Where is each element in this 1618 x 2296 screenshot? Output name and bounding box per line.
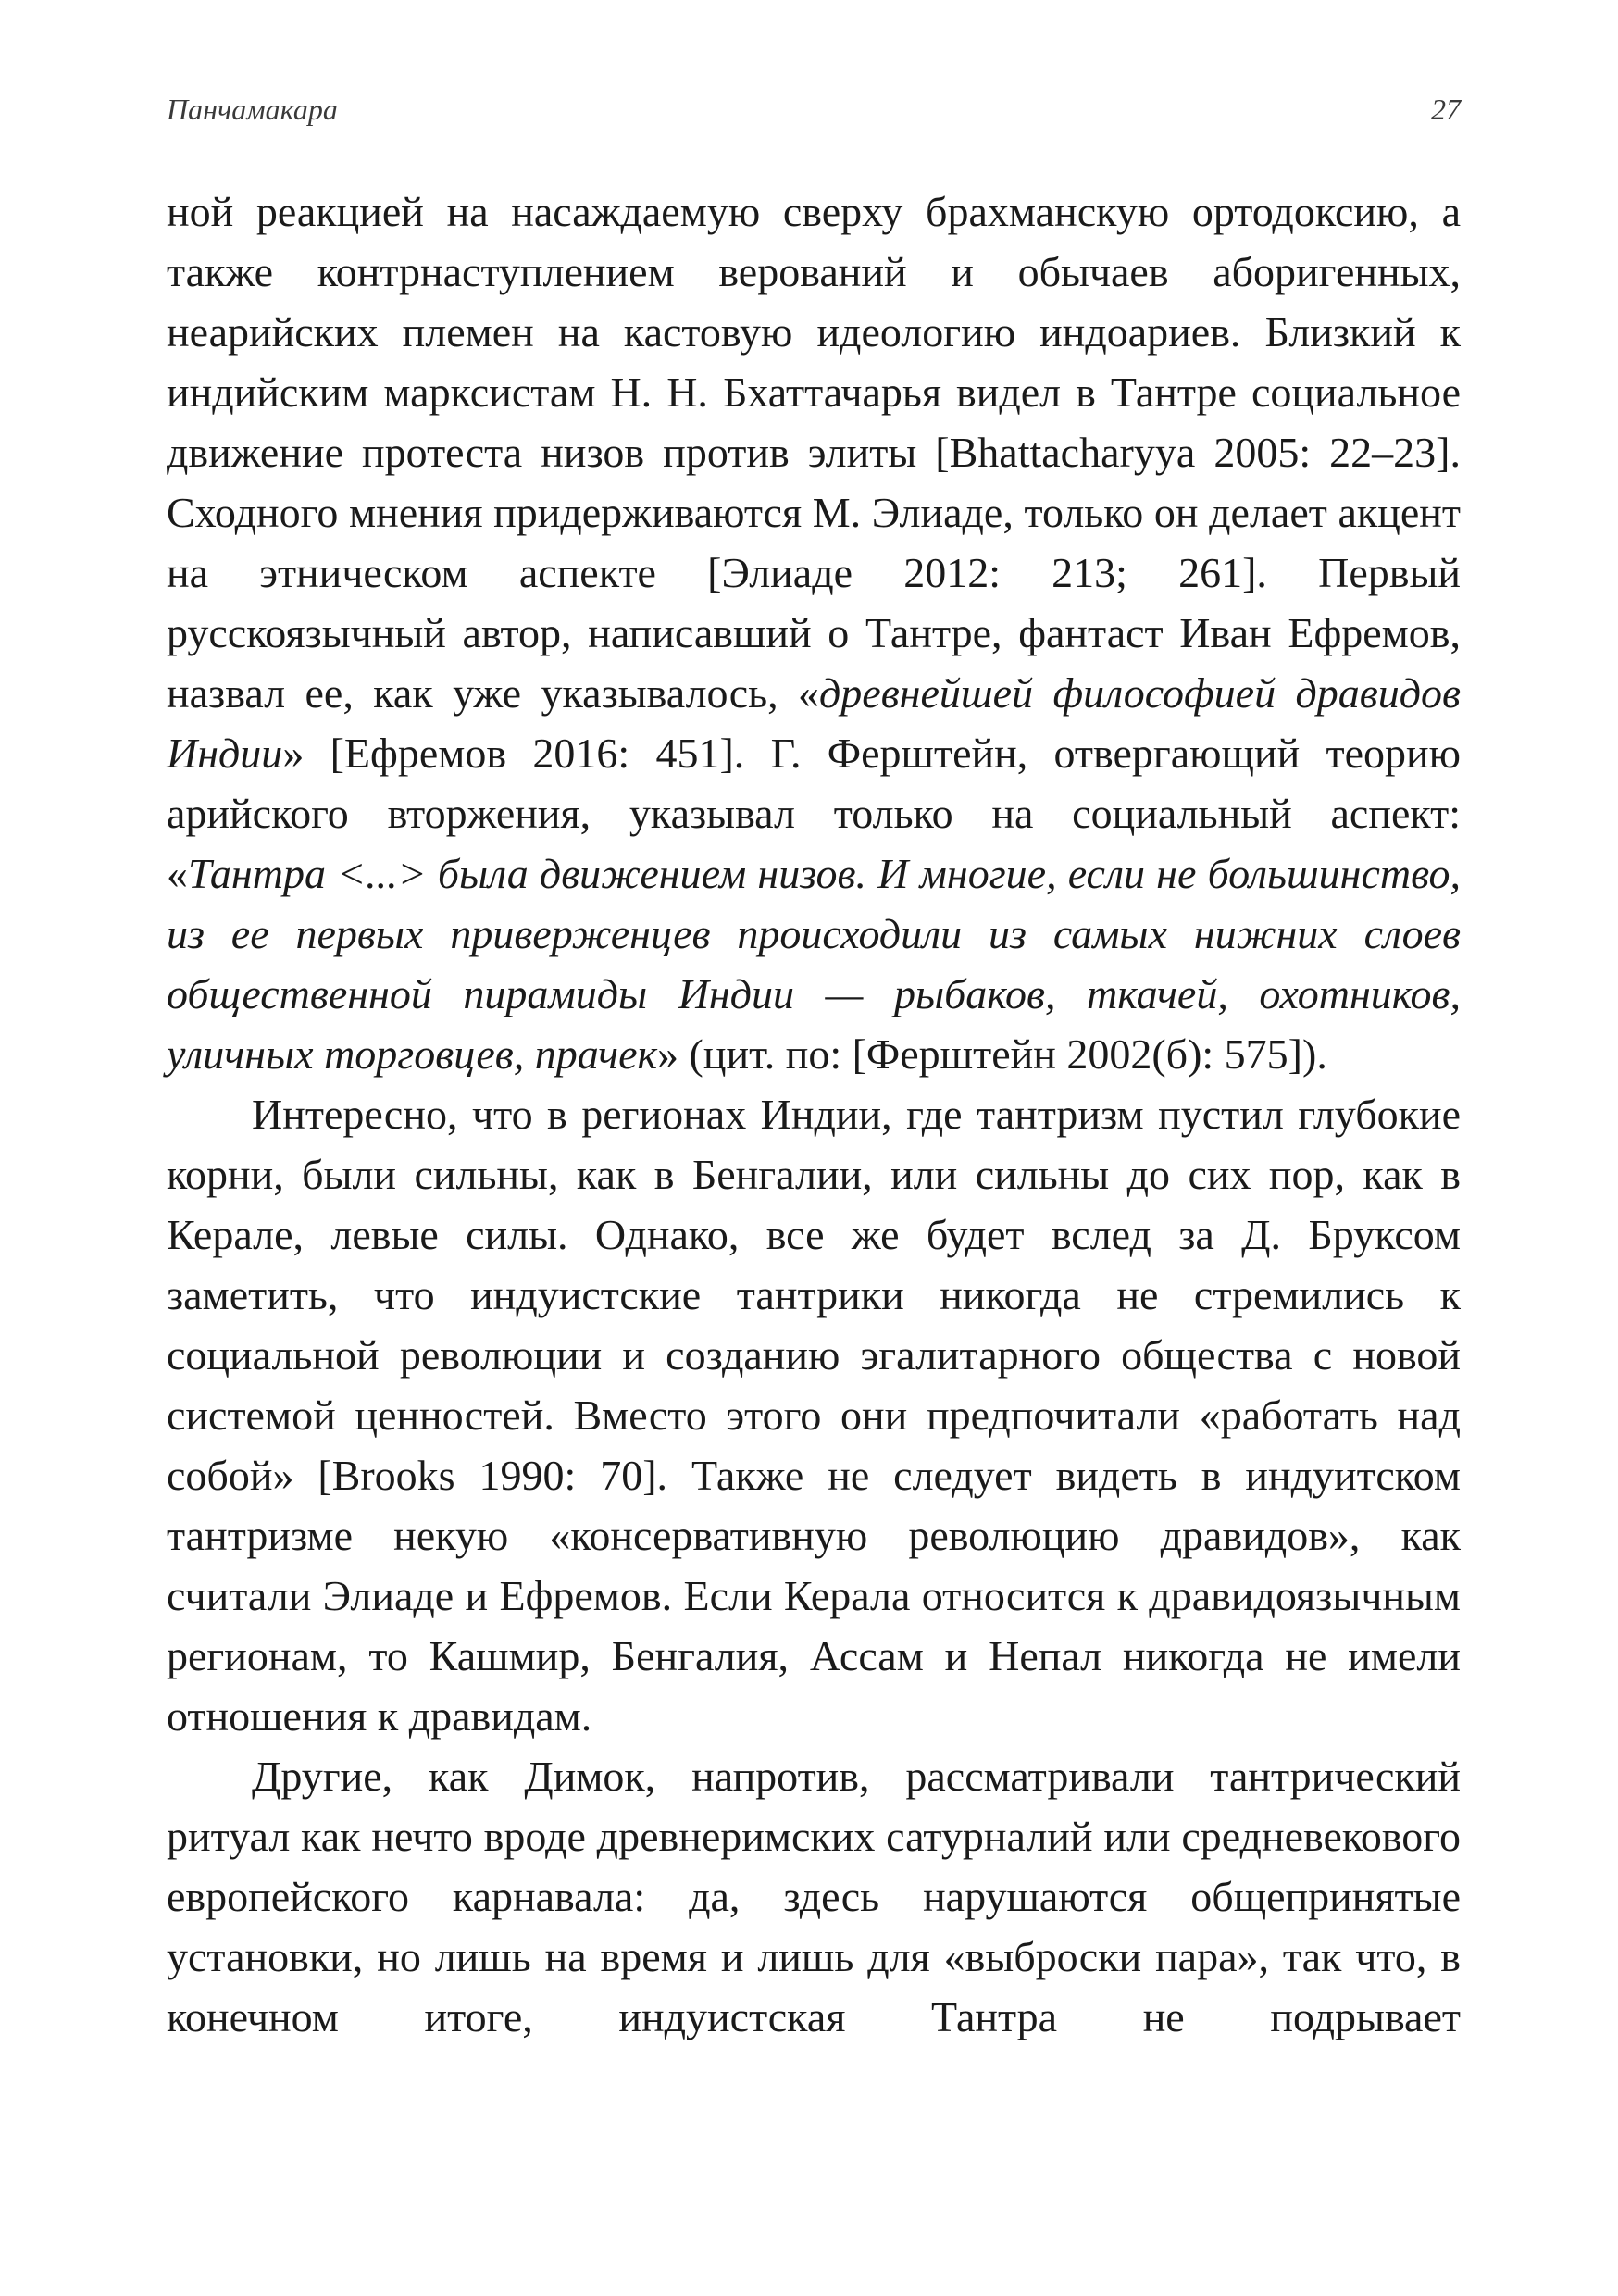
paragraph [167, 1746, 1461, 2047]
paragraph-text: » [Ефремов 2016: 451]. Г. Ферштейн, отвергающий теорию арийского вторжения, указывал только на социальный аспект: « [167, 730, 1461, 897]
paragraph-text: Другие, как Димок, напротив, рассматривали тантрический ритуал как нечто вроде древнеримских сатурналий или средневекового европейского карнавала: да, здесь нарушаются общепринятые установки, но лишь на время и лишь для «выброски пара», так что, в конечном итоге, индуистская Тантра не подрывает [167, 1753, 1461, 2040]
paragraph [167, 181, 1461, 1084]
paragraph-text: ной реакцией на насаждаемую сверху брахманскую ортодоксию, а также контрнаступлением верований и обычаев аборигенных, неарийских племен на кастовую идеологию индоариев. Близкий к индийским марксистам Н. Н. Бхаттачарья видел в Тантре социальное движение протеста низов против элиты [Bhattacharyya 2005: 22–23]. Сходного мнения придерживаются М. Элиаде, только он делает акцент на этническом аспекте [Элиаде 2012: 213; 261]. Первый русскоязычный автор, написавший о Тантре, фантаст Иван Ефремов, назвал ее, как уже указывалось, « [167, 188, 1461, 717]
paragraph-text: » (цит. по: [Ферштейн 2002(б): 575]). [657, 1030, 1327, 1078]
running-head [167, 93, 1461, 130]
quote-italic: Тантра <...> была движением низов. И многие, если не большинство, из ее первых приверженцев происходили из самых нижних слоев общественной пирамиды Индии — рыбаков, ткачей, охотников, уличных торговцев, прачек [167, 850, 1461, 1078]
page-number: 27 [1431, 93, 1461, 126]
quote-italic: древнейшей философией дравидов Индии [167, 669, 1461, 777]
paragraph [167, 1084, 1461, 1746]
running-title: Панчамакара [167, 93, 338, 126]
paragraph-text: Интересно, что в регионах Индии, где тантризм пустил глубокие корни, были сильны, как в Бенгалии, или сильны до сих пор, как в Керале, левые силы. Однако, все же будет вслед за Д. Бруксом заметить, что индуистские тантрики никогда не стремились к социальной революции и созданию эгалитарного общества с новой системой ценностей. Вместо этого они предпочитали «работать над собой» [Brooks 1990: 70]. Также не следует видеть в индуитском тантризме некую «консервативную революцию дравидов», как считали Элиаде и Ефремов. Если Керала относится к дравидоязычным регионам, то Кашмир, Бенгалия, Ассам и Непал никогда не имели отношения к дравидам. [167, 1091, 1461, 1740]
body-text [167, 181, 1461, 2047]
